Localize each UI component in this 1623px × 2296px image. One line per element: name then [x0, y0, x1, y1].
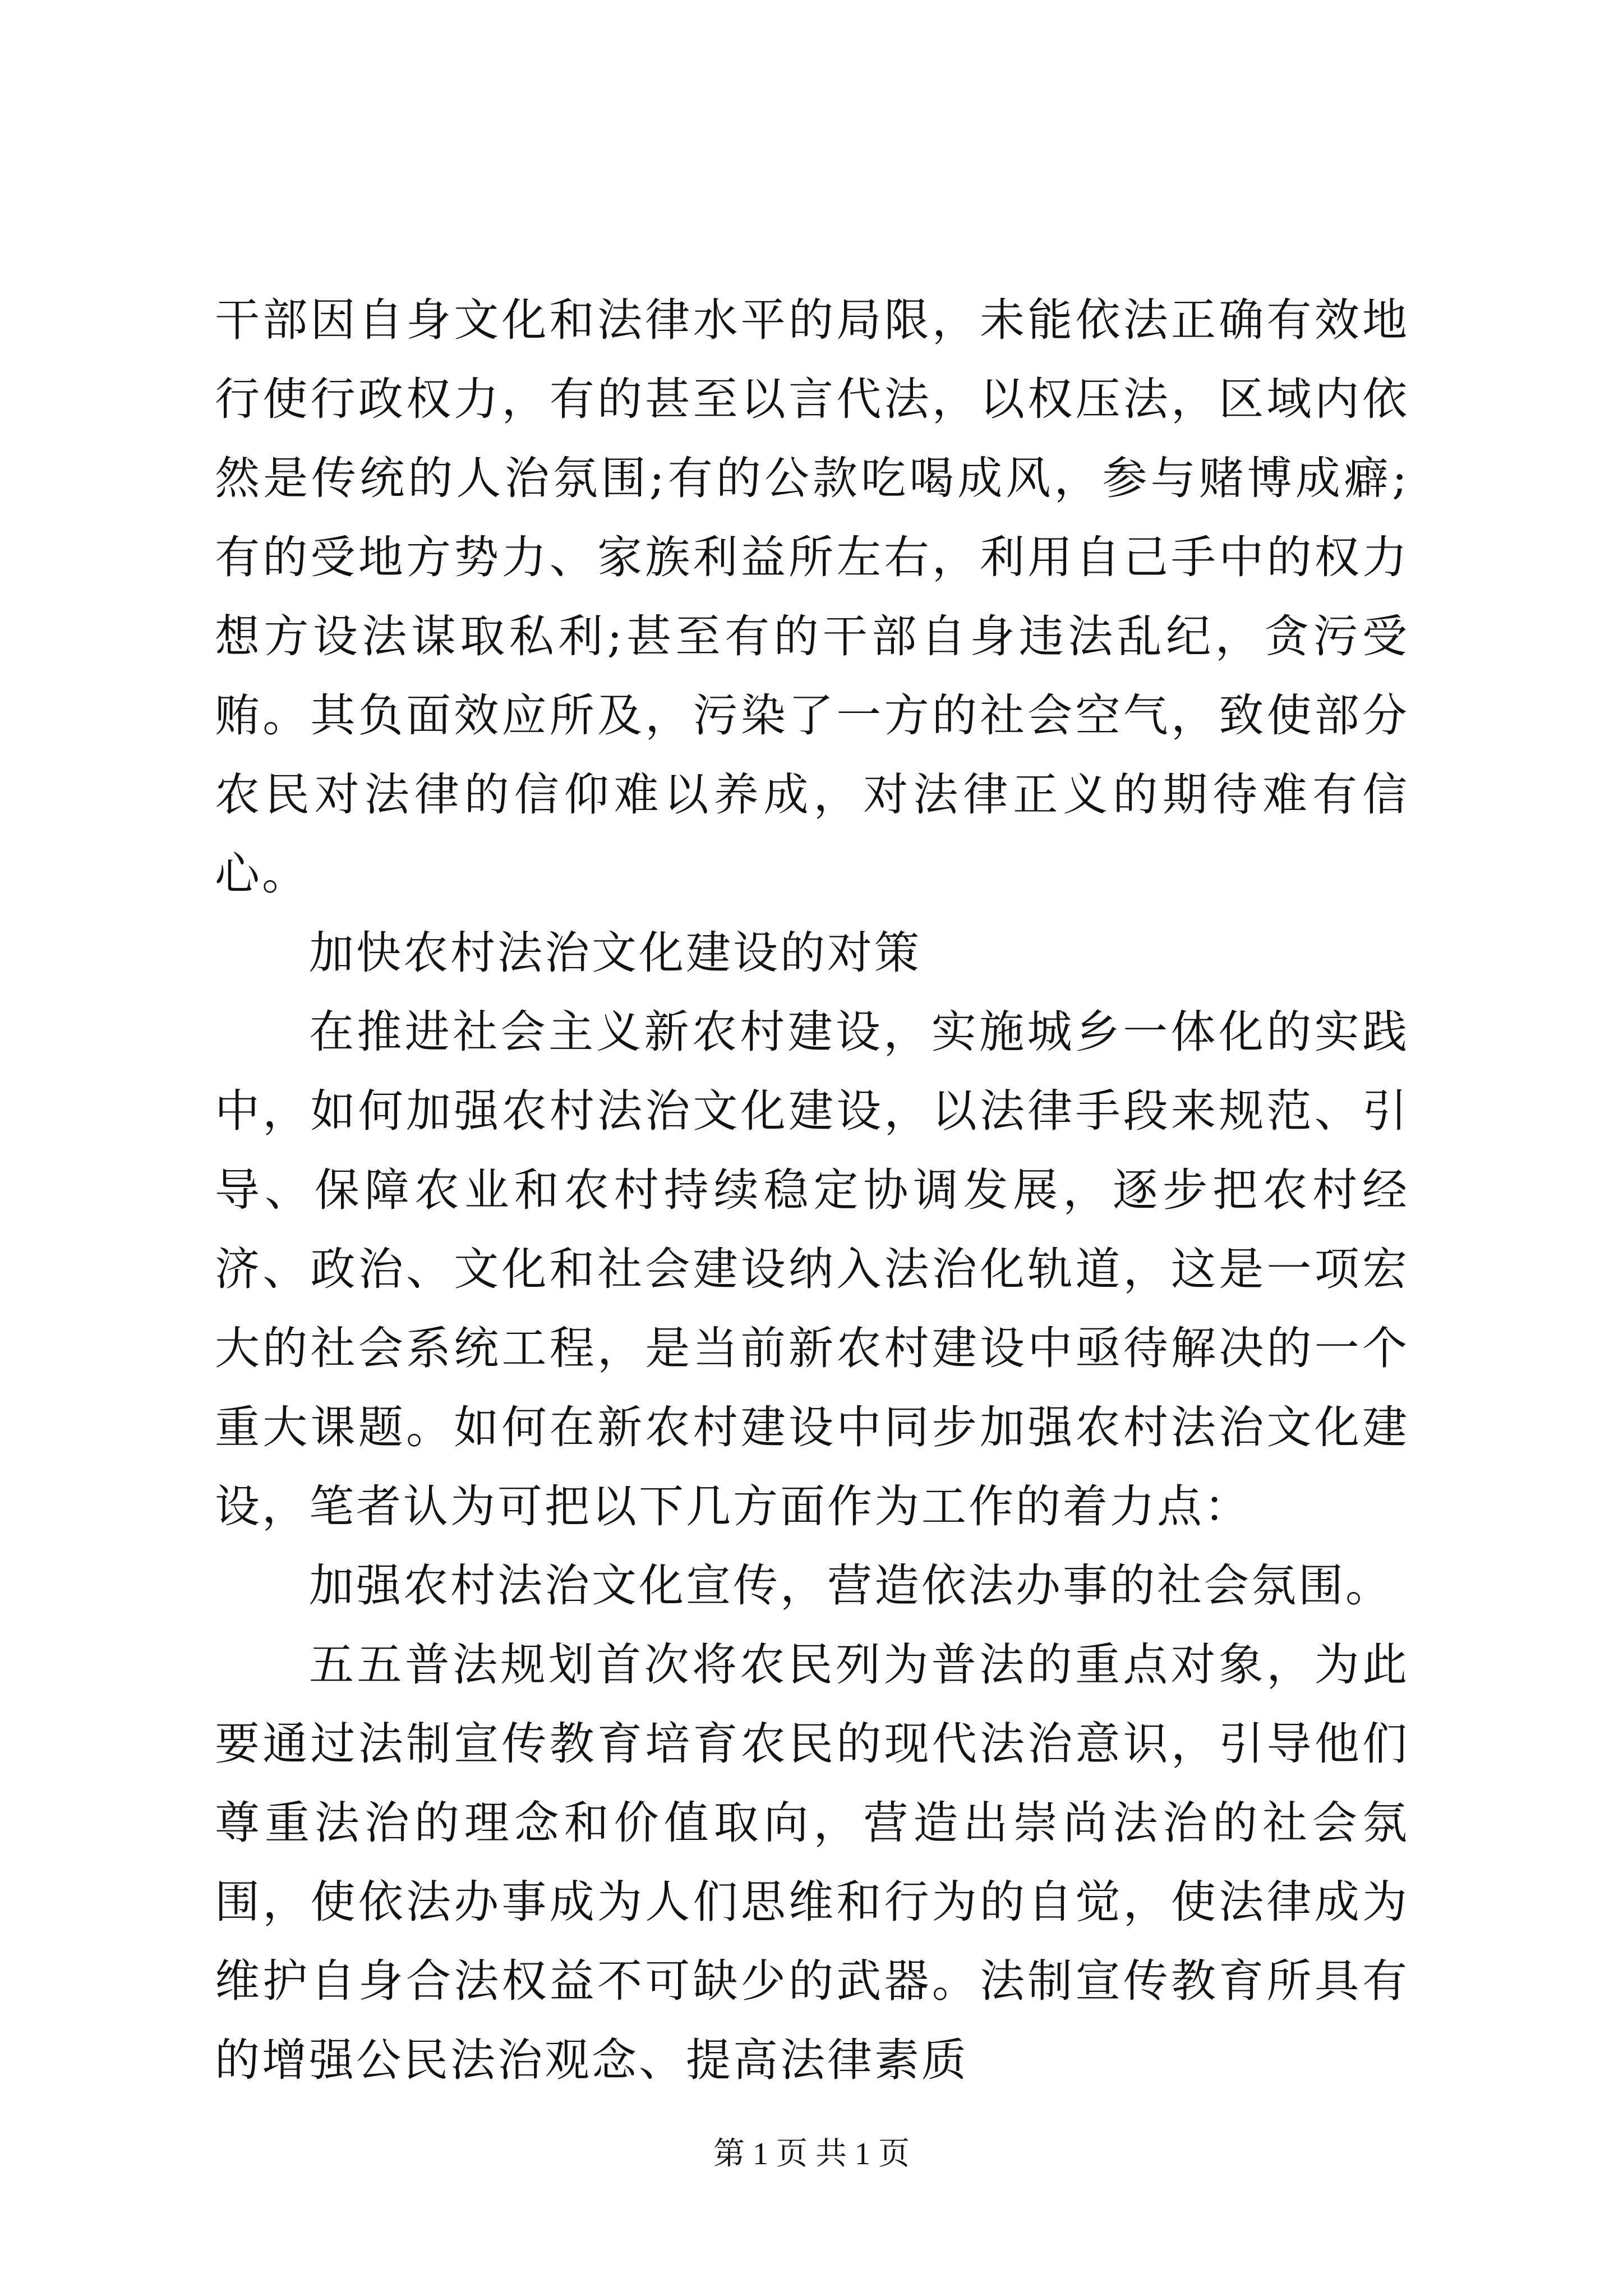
paragraph-3: 五五普法规划首次将农民列为普法的重点对象，为此要通过法制宣传教育培育农民的现代法治意识，引导他们尊重法治的理念和价值取向，营造出崇尚法治的社会氛围，使依法办事成为人们思维和行为的自觉，使法律成为维护自身合法权益不可缺少的武器。法制宣传教育所具有的增强公民法治观念、提高法律素质: [215, 1639, 1409, 2086]
document-body: [215, 280, 1409, 2100]
paragraph-1: 干部因自身文化和法律水平的局限，未能依法正确有效地行使行政权力，有的甚至以言代法，以权压法，区域内依然是传统的人治氛围;有的公款吃喝成风，参与赌博成癖;有的受地方势力、家族利益所左右，利用自己手中的权力想方设法谋取私利;甚至有的干部自身违法乱纪，贪污受贿。其负面效应所及，污染了一方的社会空气，致使部分农民对法律的信仰难以养成，对法律正义的期待难有信心。: [215, 294, 1409, 900]
subheading-publicity: 加强农村法治文化宣传，营造依法办事的社会氛围。: [309, 1559, 1393, 1612]
section-heading-countermeasures: 加快农村法治文化建设的对策: [309, 927, 921, 979]
paragraph-2: 在推进社会主义新农村建设，实施城乡一体化的实践中，如何加强农村法治文化建设，以法律手段来规范、引导、保障农业和农村持续稳定协调发展，逐步把农村经济、政治、文化和社会建设纳入法治化轨道，这是一项宏大的社会系统工程，是当前新农村建设中亟待解决的一个重大课题。如何在新农村建设中同步加强农村法治文化建设，笔者认为可把以下几方面作为工作的着力点：: [215, 1006, 1409, 1533]
page-footer: 第 1 页 共 1 页: [713, 2137, 910, 2171]
